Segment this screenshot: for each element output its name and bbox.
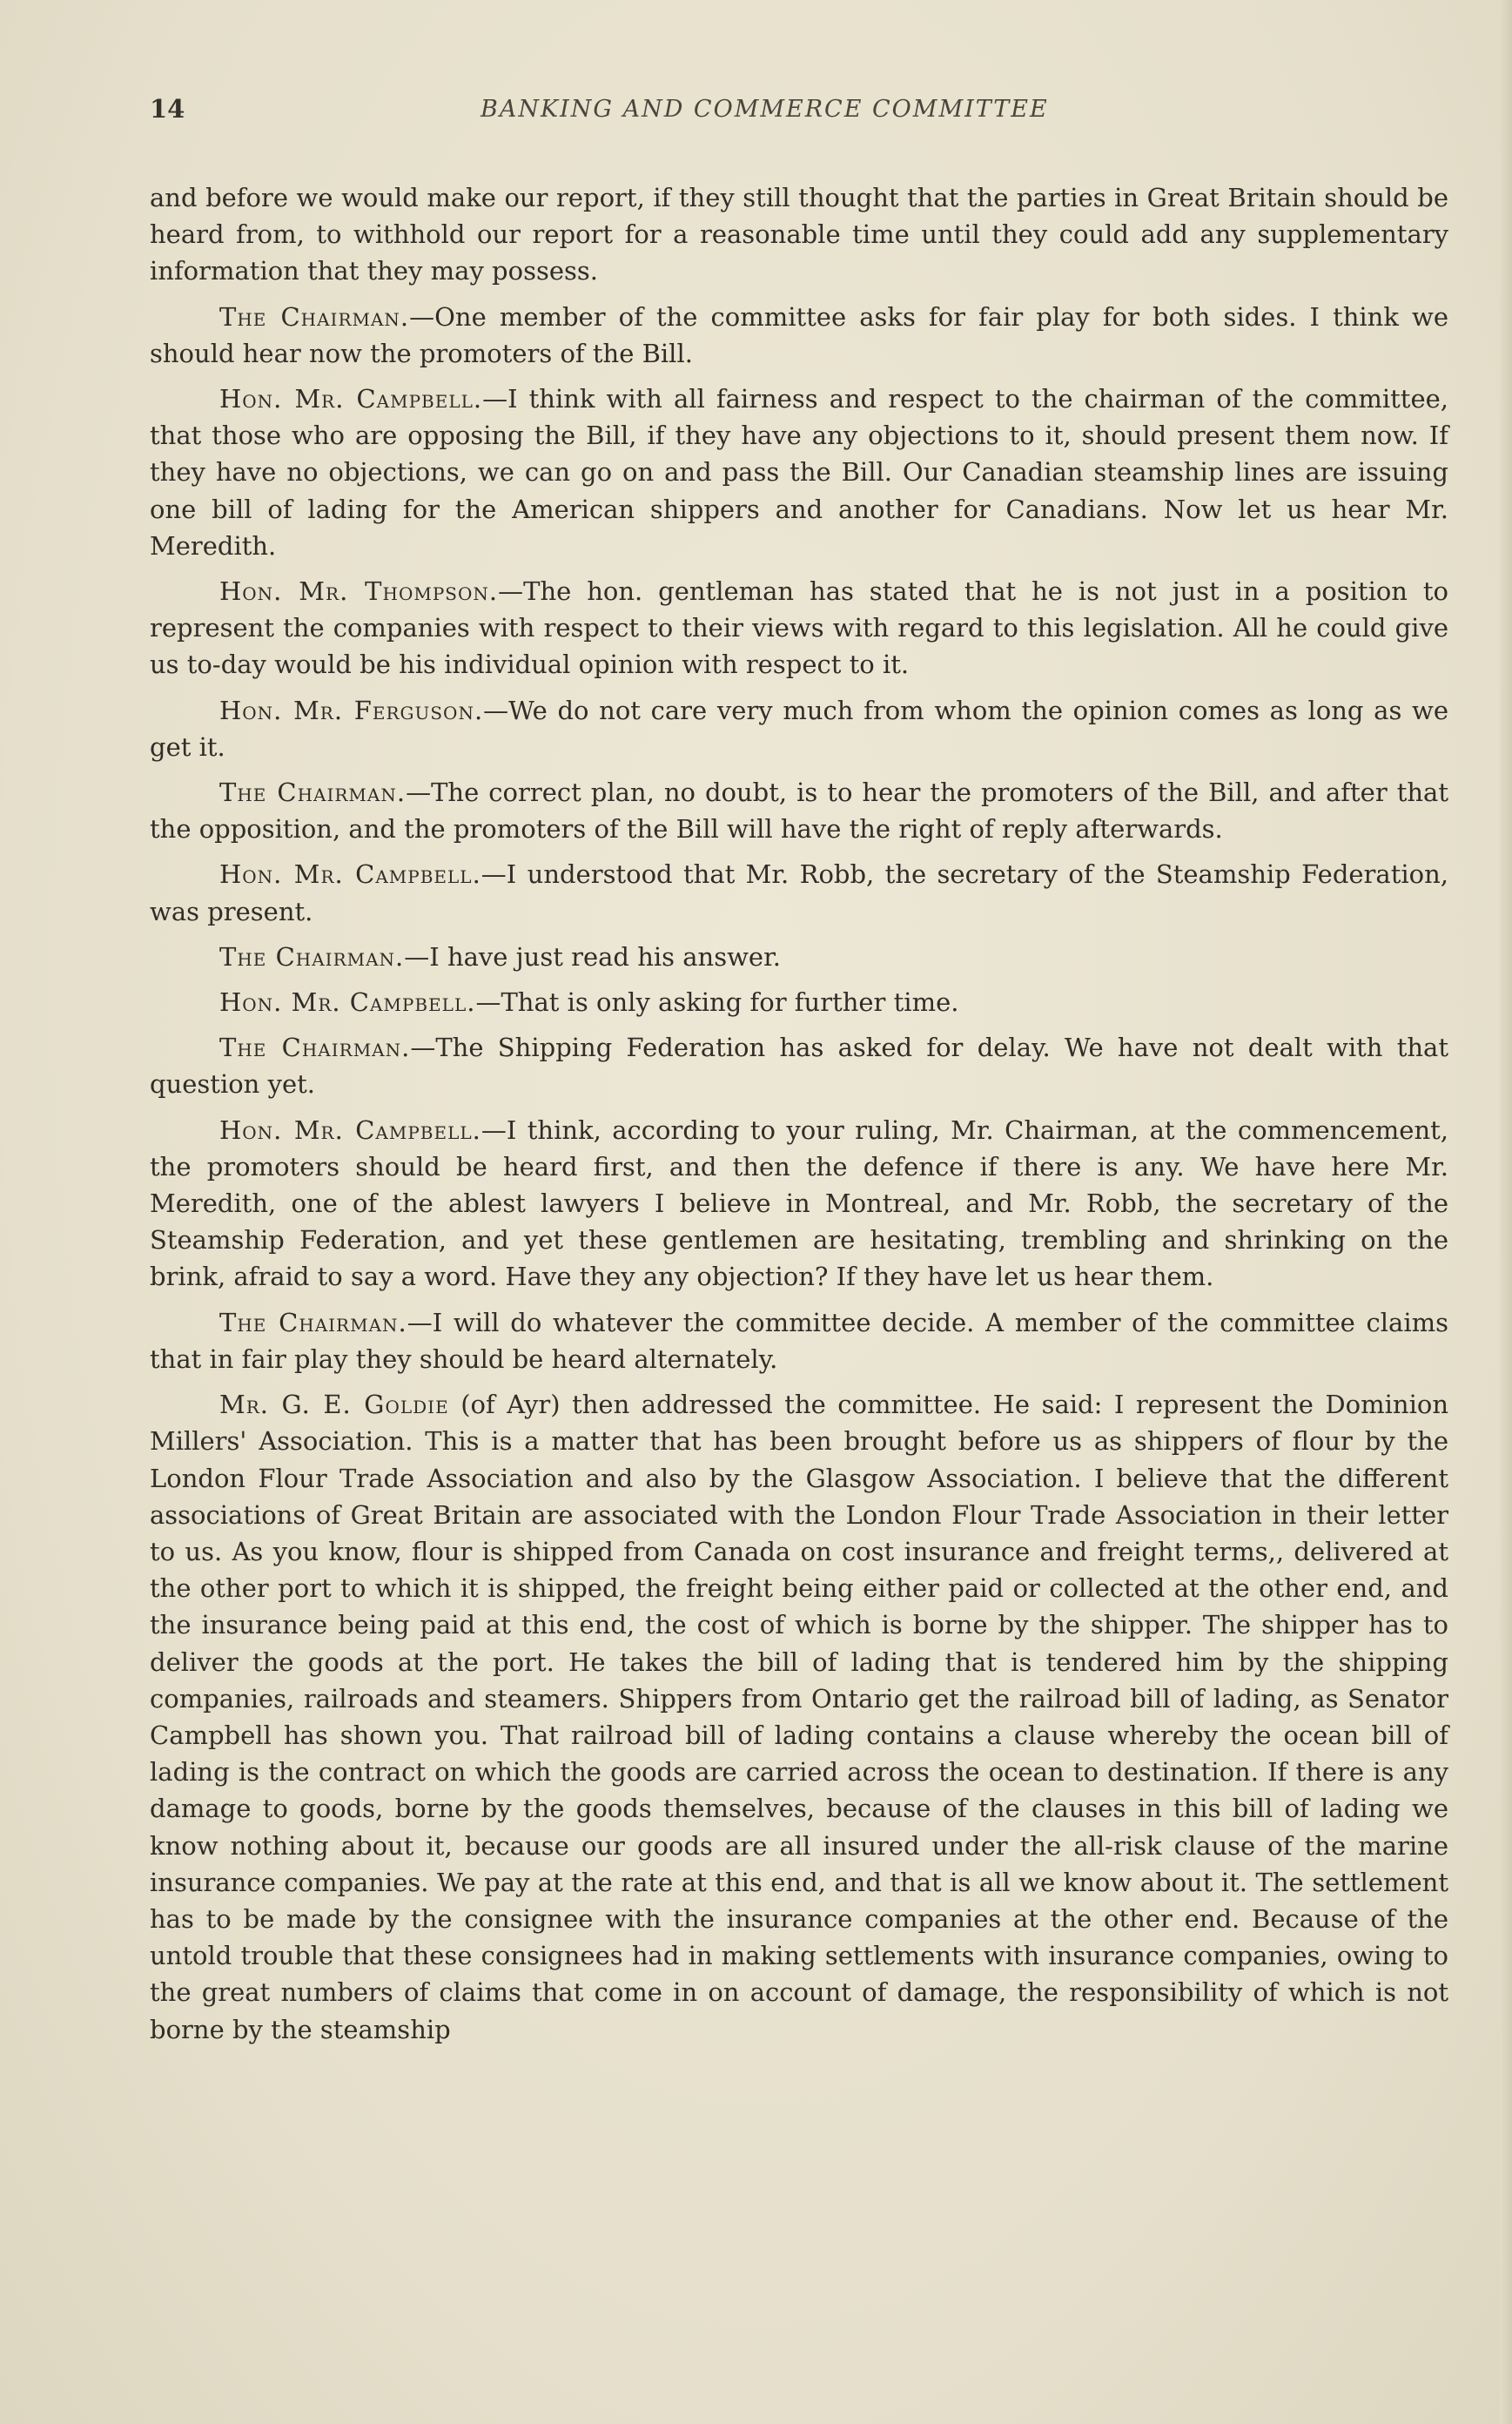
paragraph-7 [150,856,1448,929]
paragraph-text: —I think, according to your ruling, Mr. Chairman, at the commencement, the promoters should be heard first, and then the defence if there is any. We have here Mr. Meredith, one of the ablest lawyers I believe in Montreal, and Mr. Robb, the secretary of the Steamship Federation, and yet these gentlemen are hesitating, trembling and shrinking on the brink, afraid to say a word. Have they any objection? If they have let us hear them. [150,1114,1448,1292]
speaker-name: Hon. Mr. Thompson. [219,576,499,607]
speaker-name: Hon. Mr. Ferguson. [219,695,484,725]
page-header [150,94,1448,129]
speaker-name: Mr. G. E. Goldie [219,1390,449,1420]
paragraph-text: —I think with all fairness and respect to the chairman of the committee, that those who are opposing the Bill, if they have any objections to it, should present them now. If they have no objections, we can go on and pass the Bill. Our Canadian steamship lines are issuing one bill of lading for the American shippers and another for Canadians. Now let us hear Mr. Meredith. [150,384,1449,561]
speaker-name: The Chairman. [219,778,407,808]
page-edge [1500,0,1512,2424]
paragraph-text: —We do not care very much from whom the opinion comes as long as we get it. [150,695,1448,762]
paragraph-text: —That is only asking for further time. [475,987,959,1018]
speaker-name: The Chairman. [219,1307,407,1337]
paragraph-text: —The hon. gentleman has stated that he is not just in a position to represent the companies with respect to their views with regard to this legislation. All he could give us to-day would be his individual opinion with respect to it. [150,576,1448,680]
speaker-name: The Chairman. [219,1033,411,1063]
speaker-name: The Chairman. [219,301,410,332]
page-number: 14 [150,94,185,124]
paragraph-3 [150,380,1448,564]
speaker-name: Hon. Mr. Campbell. [219,384,483,414]
paragraph-text: —One member of the committee asks for fair play for both sides. I think we should hear now the promoters of the Bill. [150,301,1448,368]
paragraph-2 [150,299,1448,372]
paragraph-text: —The correct plan, no doubt, is to hear the promoters of the Bill, and after that the opposition, and the promoters of the Bill will have the right of reply afterwards. [150,778,1448,845]
speaker-name: Hon. Mr. Campbell. [219,859,481,890]
paragraph-text: —I will do whatever the committee decide. A member of the committee claims that in fair play they should be heard alternately. [150,1307,1448,1374]
paragraph-8 [150,939,1448,975]
paragraph-9 [150,984,1448,1020]
paragraph-4 [150,573,1448,683]
paragraph-text: —The Shipping Federation has asked for delay. We have not dealt with that question yet. [150,1033,1448,1100]
paragraph-13 [150,1386,1448,2048]
speaker-name: The Chairman. [219,941,405,972]
paragraph-text: and before we would make our report, if they still thought that the parties in Great Britain should be heard from, to withhold our report for a reasonable time until they could add any supplementary information that they may possess. [150,183,1448,286]
speaker-name: Hon. Mr. Campbell. [219,1114,481,1145]
paragraph-11 [150,1112,1448,1296]
transcript-body [150,179,1448,2057]
speaker-name: Hon. Mr. Campbell. [219,987,476,1018]
paragraph-10 [150,1029,1448,1102]
paragraph-5 [150,692,1448,765]
paragraph-text: —I have just read his answer. [404,941,781,972]
paragraph-1 [150,179,1448,290]
paragraph-text: —I understood that Mr. Robb, the secretary of the Steamship Federation, was present. [150,859,1448,926]
paragraph-6 [150,774,1448,847]
paragraph-12 [150,1304,1448,1377]
running-head: BANKING AND COMMERCE COMMITTEE [480,96,1049,123]
paragraph-text: (of Ayr) then addressed the committee. He said: I represent the Dominion Millers' Association. This is a matter that has been brought before us as shippers of flour by the London Flour Trade Association and also by the Glasgow Association. I believe that the different associations of Great Britain are associated with the London Flour Trade Association in their letter to us. As you know, flour is shipped from Canada on cost insurance and freight terms,, delivered at the other port to which it is shipped, the freight being either paid or collected at the other end, and the insurance being paid at this end, the cost of which is borne by the shipper. The shipper has to deliver the goods at the port. He takes the bill of lading that is tendered him by the shipping companies, railroads and steamers. Shippers from Ontario get the railroad bill of lading, as Senator Campbell has shown you. That railroad bill of lading contains a clause whereby the ocean bill of lading is the contract on which the goods are carried across the ocean to destination. If there is any damage to goods, borne by the goods themselves, because of the clauses in this bill of lading we know nothing about it, because our goods are all insured under the all-risk clause of the marine insurance companies. We pay at the rate at this end, and that is all we know about it. The settlement has to be made by the consignee with the insurance companies at the other end. Because of the untold trouble that these consignees had in making settlements with insurance companies, owing to the great numbers of claims that come in on account of damage, the responsibility of which is not borne by the steamship [150,1390,1448,2044]
